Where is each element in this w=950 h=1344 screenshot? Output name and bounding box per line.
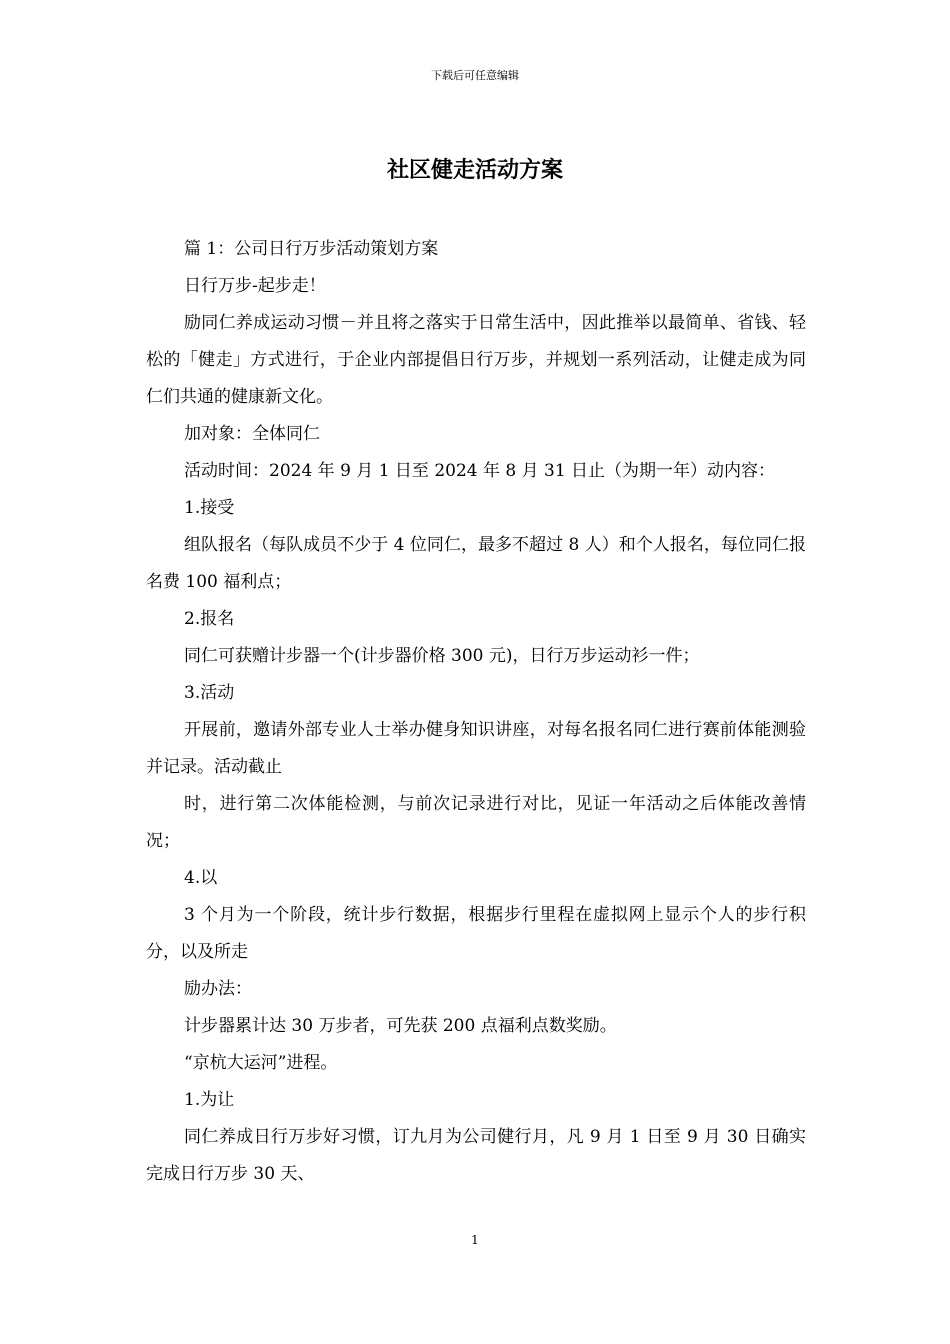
- paragraph: 3 个月为一个阶段，统计步行数据，根据步行里程在虚拟网上显示个人的步行积分，以及所走: [146, 905, 806, 962]
- document-title: 社区健走活动方案: [386, 158, 563, 183]
- paragraph: “京杭大运河”进程。: [184, 1053, 338, 1073]
- paragraph: 组队报名（每队成员不少于 4 位同仁，最多不超过 8 人）和个人报名，每位同仁报名费 100 福利点；: [146, 535, 806, 592]
- document-body: [146, 231, 806, 1193]
- paragraph: 篇 1：公司日行万步活动策划方案: [184, 239, 439, 259]
- paragraph: 开展前，邀请外部专业人士举办健身知识讲座，对每名报名同仁进行赛前体能测验并记录。活动截止: [146, 720, 806, 777]
- paragraph: 1.接受: [184, 498, 235, 518]
- paragraph: 加对象：全体同仁: [184, 424, 320, 444]
- paragraph: 日行万步-起步走！: [184, 276, 326, 296]
- paragraph: 计步器累计达 30 万步者，可先获 200 点福利点数奖励。: [184, 1016, 617, 1036]
- paragraph: 励同仁养成运动习惯－并且将之落实于日常生活中，因此推举以最简单、省钱、轻松的「健走」方式进行，于企业内部提倡日行万步，并规划一系列活动，让健走成为同仁们共通的健康新文化。: [146, 313, 806, 407]
- paragraph: 1.为让: [184, 1090, 235, 1110]
- paragraph: 4.以: [184, 868, 218, 888]
- paragraph: 活动时间：2024 年 9 月 1 日至 2024 年 8 月 31 日止（为期一年）动内容：: [184, 461, 776, 481]
- header-note: 下载后可任意编辑: [431, 69, 519, 82]
- paragraph: 3.活动: [184, 683, 235, 703]
- page-number: 1: [471, 1233, 479, 1247]
- paragraph: 同仁养成日行万步好习惯，订九月为公司健行月，凡 9 月 1 日至 9 月 30 日确实完成日行万步 30 天、: [146, 1127, 806, 1184]
- paragraph: 时，进行第二次体能检测，与前次记录进行对比，见证一年活动之后体能改善情况；: [146, 794, 806, 851]
- paragraph: 2.报名: [184, 609, 235, 629]
- paragraph: 同仁可获赠计步器一个(计步器价格 300 元)，日行万步运动衫一件；: [184, 646, 700, 666]
- paragraph: 励办法：: [184, 979, 252, 999]
